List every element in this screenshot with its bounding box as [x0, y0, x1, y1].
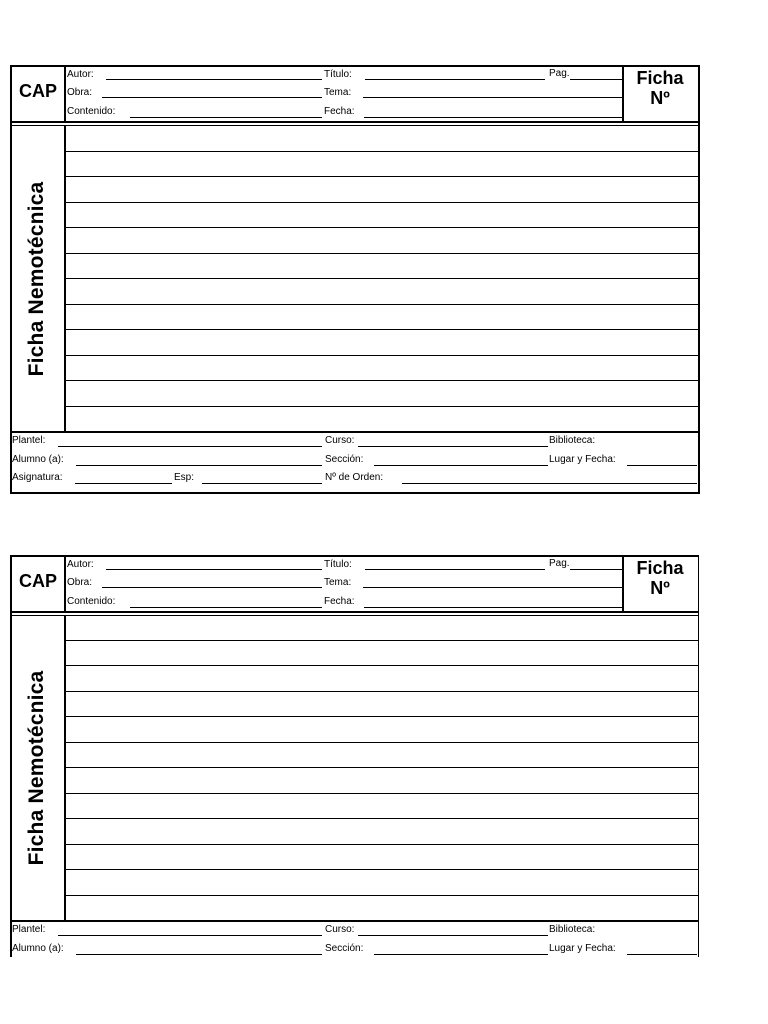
biblioteca-label: Biblioteca:: [549, 435, 596, 446]
plantel-line[interactable]: [58, 446, 322, 447]
contenido-label: Contenido:: [67, 596, 116, 607]
ficha-nemotecnica-title: Ficha Nemotécnica: [25, 181, 48, 376]
ruled-line[interactable]: [66, 895, 698, 896]
pag-line[interactable]: [570, 79, 622, 80]
ficha-number-label: [622, 555, 696, 611]
lugar-fecha-label: Lugar y Fecha:: [549, 943, 616, 954]
ficha-card-1: [10, 65, 699, 494]
ruled-line[interactable]: [66, 767, 698, 768]
ruled-line[interactable]: [66, 665, 698, 666]
ruled-line[interactable]: [66, 640, 698, 641]
fecha-label: Fecha:: [324, 596, 355, 607]
ficha-card-2: [10, 555, 699, 957]
seccion-label: Sección:: [325, 454, 364, 465]
ruled-line[interactable]: [66, 151, 698, 152]
ficha-word: Ficha: [636, 558, 684, 578]
ruled-line[interactable]: [66, 227, 698, 228]
ruled-line[interactable]: [66, 793, 698, 794]
esp-label: Esp:: [174, 472, 195, 483]
seccion-line[interactable]: [374, 465, 548, 466]
ruled-line[interactable]: [66, 380, 698, 381]
asignatura-label: Asignatura:: [12, 472, 63, 483]
cap-label: CAP: [12, 555, 66, 611]
ruled-line[interactable]: [66, 202, 698, 203]
curso-line[interactable]: [358, 935, 548, 936]
orden-label: Nº de Orden:: [325, 472, 384, 483]
plantel-label: Plantel:: [12, 924, 46, 935]
ruled-line[interactable]: [66, 742, 698, 743]
alumno-label: Alumno (a):: [12, 943, 64, 954]
pag-label: Pag.: [549, 68, 570, 79]
ruled-line[interactable]: [66, 329, 698, 330]
ruled-line[interactable]: [66, 355, 698, 356]
fecha-line[interactable]: [364, 607, 622, 608]
footer-divider: [10, 920, 699, 922]
ruled-line[interactable]: [66, 278, 698, 279]
lugar-fecha-line[interactable]: [627, 954, 697, 955]
header-divider: [10, 121, 700, 123]
obra-line[interactable]: [102, 97, 322, 98]
pag-label: Pag.: [549, 558, 570, 569]
ruled-line[interactable]: [66, 844, 698, 845]
contenido-line[interactable]: [130, 117, 322, 118]
alumno-line[interactable]: [76, 465, 322, 466]
autor-label: Autor:: [67, 559, 94, 570]
alumno-line[interactable]: [76, 954, 322, 955]
obra-label: Obra:: [67, 87, 93, 98]
side-band: [10, 616, 66, 920]
ficha-word: Ficha: [636, 68, 684, 88]
obra-line[interactable]: [102, 587, 322, 588]
ficha-number-label: [622, 65, 696, 121]
alumno-label: Alumno (a):: [12, 454, 64, 465]
header-divider-thin: [10, 615, 699, 616]
tema-label: Tema:: [324, 87, 352, 98]
numero-sign: Nº: [650, 578, 670, 598]
ruled-line[interactable]: [66, 691, 698, 692]
titulo-line[interactable]: [365, 569, 545, 570]
ruled-line[interactable]: [66, 406, 698, 407]
obra-label: Obra:: [67, 577, 93, 588]
fecha-label: Fecha:: [324, 106, 355, 117]
orden-line[interactable]: [402, 483, 697, 484]
plantel-label: Plantel:: [12, 435, 46, 446]
autor-line[interactable]: [106, 79, 322, 80]
biblioteca-label: Biblioteca:: [549, 924, 596, 935]
ruled-line[interactable]: [66, 304, 698, 305]
ruled-line[interactable]: [66, 716, 698, 717]
lugar-fecha-line[interactable]: [627, 465, 697, 466]
card-frame: [10, 65, 700, 494]
curso-label: Curso:: [325, 924, 355, 935]
header-divider-thin: [10, 125, 700, 126]
numero-sign: Nº: [650, 88, 670, 108]
pag-line[interactable]: [570, 569, 622, 570]
ruled-line[interactable]: [66, 818, 698, 819]
tema-line[interactable]: [363, 587, 622, 588]
side-band: [10, 126, 66, 431]
titulo-line[interactable]: [365, 79, 545, 80]
seccion-label: Sección:: [325, 943, 364, 954]
esp-line[interactable]: [202, 483, 322, 484]
seccion-line[interactable]: [374, 954, 548, 955]
curso-line[interactable]: [358, 446, 548, 447]
ruled-line[interactable]: [66, 253, 698, 254]
autor-label: Autor:: [67, 69, 94, 80]
ficha-nemotecnica-title: Ficha Nemotécnica: [25, 670, 48, 866]
plantel-line[interactable]: [58, 935, 322, 936]
titulo-label: Título:: [324, 69, 352, 80]
asignatura-line[interactable]: [75, 483, 172, 484]
footer-divider: [10, 431, 700, 433]
contenido-line[interactable]: [130, 607, 322, 608]
autor-line[interactable]: [106, 569, 322, 570]
lugar-fecha-label: Lugar y Fecha:: [549, 454, 616, 465]
tema-label: Tema:: [324, 577, 352, 588]
cap-label: CAP: [12, 65, 66, 121]
titulo-label: Título:: [324, 559, 352, 570]
contenido-label: Contenido:: [67, 106, 116, 117]
curso-label: Curso:: [325, 435, 355, 446]
ruled-line[interactable]: [66, 869, 698, 870]
fecha-line[interactable]: [364, 117, 622, 118]
tema-line[interactable]: [363, 97, 622, 98]
ruled-line[interactable]: [66, 176, 698, 177]
header-divider: [10, 611, 699, 613]
